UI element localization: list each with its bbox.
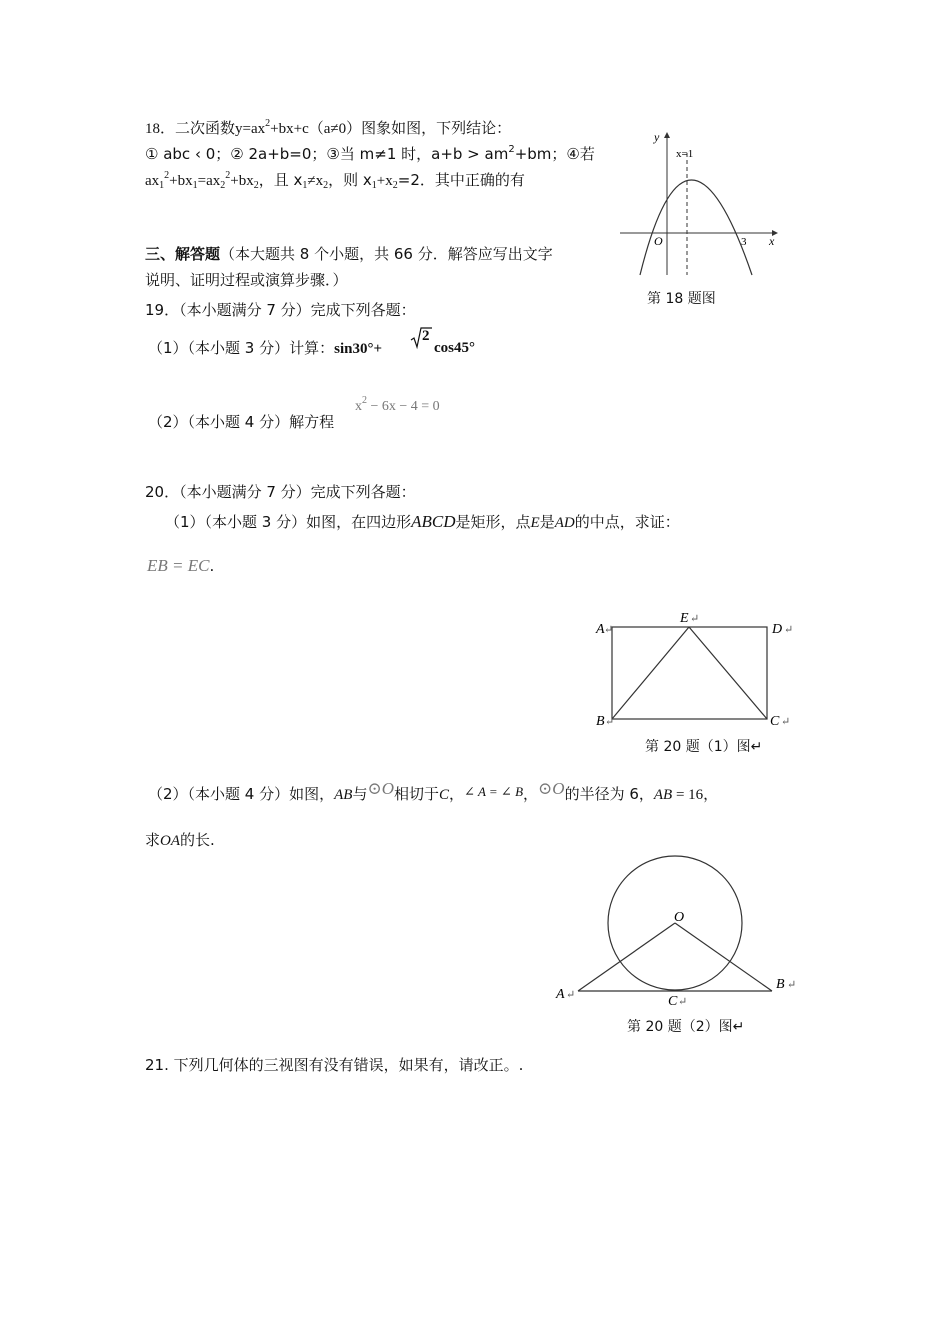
label-d: D (772, 622, 783, 637)
q18-line2: ① abc ‹ 0；② 2a+b=0；③当 m≠1 时，$a+b > am^2+bm$；④若 (145, 144, 595, 163)
q20-fig1-caption: 第 20 题（1）图↵ (645, 739, 763, 755)
svg-text:↵: ↵ (787, 979, 797, 991)
segment-ec (689, 627, 767, 719)
segment-ob (675, 923, 772, 991)
svg-text:↵: ↵ (604, 624, 614, 636)
q20-part1-equation: EB = EC. (147, 556, 215, 575)
label-c2: C (668, 994, 678, 1009)
q20-part1: （1）（本小题 3 分）如图，在四边形ABCD是矩形，点E是AD的中点，求证： (165, 512, 680, 531)
label-e: E (680, 611, 689, 626)
label-b2: B (776, 977, 785, 992)
q20-header: 20．（本小题满分 7 分）完成下列各题： (145, 483, 416, 501)
section3-heading: 三、解答题（本大题共 8 个小题，共 66 分．解答应写出文字 (145, 245, 553, 263)
label-o: O (674, 910, 685, 925)
svg-text:↵: ↵ (781, 716, 791, 728)
q21-text: 21. 下列几何体的三视图有没有错误，如果有，请改正。. (145, 1056, 524, 1074)
svg-text:↵: ↵ (784, 624, 794, 636)
q19-part1: （1）（本小题 3 分）计算：sin30°+ (148, 339, 383, 357)
q19-equation: $x^2 - 6x - 4 = 0$ (355, 395, 440, 414)
label-b: B (596, 714, 605, 729)
svg-text:↵: ↵ (678, 996, 688, 1008)
q18-line3: $ax_1^2+bx_1=ax_2^2+bx_2$，且 $x_1\ne x_2$，则 $x_1+x_2=2$．其中正确的有 (145, 170, 525, 191)
q18-line1: 18．二次函数$y=ax^2+bx+c(a\ne 0)$图象如图，下列结论： (145, 118, 512, 137)
q18-parabola-graph (612, 125, 787, 285)
q20-part2-ask: 求OA的长. (145, 831, 215, 849)
q19-part2: （2）（本小题 4 分）解方程 (148, 413, 335, 431)
q19-header: 19．（本小题满分 7 分）完成下列各题： (145, 301, 416, 319)
svg-text:↵: ↵ (605, 716, 615, 728)
segment-oa (578, 923, 675, 991)
parabola-curve (640, 180, 752, 275)
q20-rectangle-figure (590, 605, 805, 730)
graph-x-label: x (769, 234, 775, 248)
q18-caption: 第 18 题图 (647, 291, 716, 307)
graph-origin-label: O (654, 234, 663, 248)
label-a2: A (556, 987, 565, 1002)
label-c: C (770, 714, 780, 729)
q19-cos: cos45° (434, 340, 475, 356)
graph-y-label: y (654, 130, 660, 144)
svg-text:↵: ↵ (566, 989, 576, 1001)
label-a: A (596, 622, 605, 637)
q20-circle-figure (550, 855, 800, 1015)
segment-eb (612, 627, 689, 719)
graph-root-label: 3 (741, 236, 747, 248)
q20-fig2-caption: 第 20 题（2）图↵ (627, 1019, 745, 1035)
rectangle-abcd (612, 627, 767, 719)
svg-text:↵: ↵ (690, 613, 700, 625)
section3-desc2: 说明、证明过程或演算步骤．） (145, 271, 348, 289)
q20-part2: （2）（本小题 4 分）如图，AB与⊙O相切于C，∠ A = ∠ B，⊙O的半径为 6，AB = 16， (148, 779, 719, 803)
graph-symmetry-label: x=1 (676, 148, 694, 160)
